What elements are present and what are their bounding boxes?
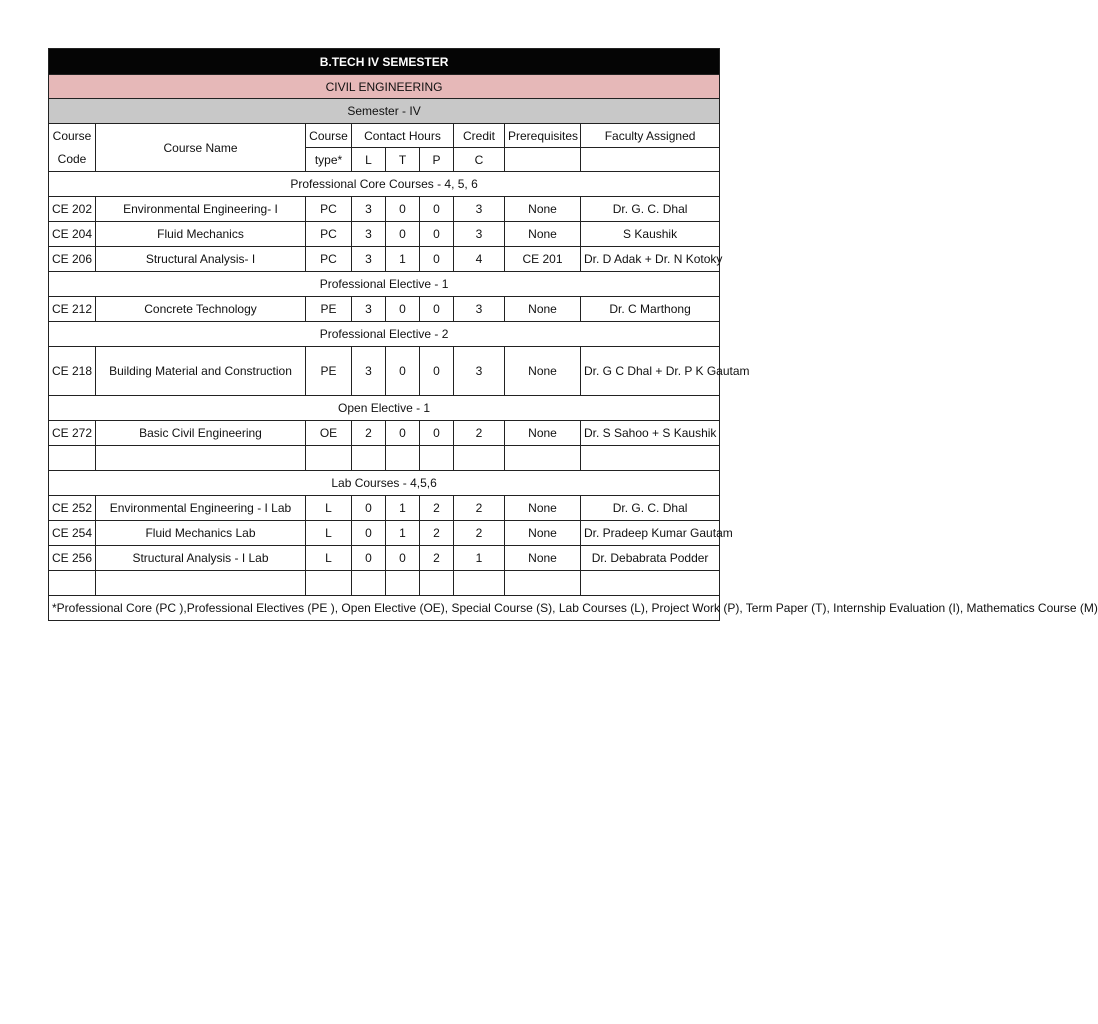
credit: 3	[454, 297, 505, 322]
hours-t: 0	[386, 222, 420, 247]
credit: 1	[454, 546, 505, 571]
blank-cell	[49, 446, 96, 471]
section-title: Lab Courses - 4,5,6	[49, 471, 720, 496]
hours-t: 0	[386, 546, 420, 571]
credit: 2	[454, 421, 505, 446]
faculty-assigned: Dr. Pradeep Kumar Gautam	[581, 521, 720, 546]
course-row	[49, 297, 720, 322]
blank-cell	[581, 571, 720, 596]
course-row	[49, 247, 720, 272]
course-row	[49, 197, 720, 222]
footnote-row	[49, 596, 720, 621]
faculty-assigned: Dr. S Sahoo + S Kaushik	[581, 421, 720, 446]
blank-cell	[386, 571, 420, 596]
hours-p: 2	[420, 521, 454, 546]
course-type: PC	[306, 247, 352, 272]
hours-l: 0	[352, 521, 386, 546]
course-name: Structural Analysis - I Lab	[96, 546, 306, 571]
hours-l: 2	[352, 421, 386, 446]
header-l: L	[352, 148, 386, 172]
course-code: CE 212	[49, 297, 96, 322]
faculty-assigned: Dr. D Adak + Dr. N Kotoky	[581, 247, 720, 272]
credit: 4	[454, 247, 505, 272]
course-table-sheet	[48, 48, 1098, 621]
prerequisite: None	[505, 521, 581, 546]
hours-t: 1	[386, 496, 420, 521]
course-row	[49, 421, 720, 446]
blank-cell	[49, 571, 96, 596]
hours-l: 3	[352, 222, 386, 247]
course-type: PC	[306, 197, 352, 222]
course-type: PC	[306, 222, 352, 247]
course-code: CE 204	[49, 222, 96, 247]
credit: 3	[454, 222, 505, 247]
course-type: PE	[306, 347, 352, 396]
hours-t: 0	[386, 421, 420, 446]
course-name: Concrete Technology	[96, 297, 306, 322]
header-course-type-1: Course	[306, 124, 352, 148]
blank-cell	[306, 571, 352, 596]
course-name: Fluid Mechanics	[96, 222, 306, 247]
prerequisite: None	[505, 347, 581, 396]
semester-title-banner: B.TECH IV SEMESTER	[49, 49, 720, 75]
hours-p: 0	[420, 247, 454, 272]
header-course-code-line1: Course	[52, 128, 92, 143]
header-faculty: Faculty Assigned	[581, 124, 720, 148]
blank-cell	[454, 571, 505, 596]
header-credit: Credit	[454, 124, 505, 148]
header-faculty-blank	[581, 148, 720, 172]
course-type: PE	[306, 297, 352, 322]
section-title: Professional Elective - 1	[49, 272, 720, 297]
department-banner: CIVIL ENGINEERING	[49, 75, 720, 99]
header-course-type-2: type*	[306, 148, 352, 172]
course-name: Environmental Engineering - I Lab	[96, 496, 306, 521]
hours-l: 3	[352, 197, 386, 222]
faculty-assigned: Dr. G. C. Dhal	[581, 496, 720, 521]
section-title: Professional Core Courses - 4, 5, 6	[49, 172, 720, 197]
course-row	[49, 347, 720, 396]
course-name: Basic Civil Engineering	[96, 421, 306, 446]
course-code: CE 218	[49, 347, 96, 396]
blank-cell	[454, 446, 505, 471]
header-t: T	[386, 148, 420, 172]
blank-row	[49, 446, 720, 471]
blank-cell	[505, 571, 581, 596]
blank-cell	[386, 446, 420, 471]
hours-t: 1	[386, 521, 420, 546]
hours-p: 0	[420, 347, 454, 396]
course-type: L	[306, 546, 352, 571]
hours-t: 1	[386, 247, 420, 272]
section-title: Open Elective - 1	[49, 396, 720, 421]
header-p: P	[420, 148, 454, 172]
course-name: Environmental Engineering- I	[96, 197, 306, 222]
credit: 2	[454, 496, 505, 521]
faculty-assigned: Dr. Debabrata Podder	[581, 546, 720, 571]
header-prereq-blank	[505, 148, 581, 172]
credit: 2	[454, 521, 505, 546]
section-header-row	[49, 396, 720, 421]
blank-cell	[306, 446, 352, 471]
credit: 3	[454, 197, 505, 222]
course-code: CE 252	[49, 496, 96, 521]
course-type: L	[306, 521, 352, 546]
blank-cell	[581, 446, 720, 471]
hours-p: 0	[420, 297, 454, 322]
course-row	[49, 222, 720, 247]
faculty-assigned: Dr. G. C. Dhal	[581, 197, 720, 222]
blank-cell	[352, 571, 386, 596]
faculty-assigned: S Kaushik	[581, 222, 720, 247]
semester-label-banner: Semester - IV	[49, 99, 720, 124]
blank-cell	[96, 446, 306, 471]
header-course-code-line2: Code	[57, 151, 87, 166]
section-header-row	[49, 322, 720, 347]
hours-l: 0	[352, 546, 386, 571]
course-row	[49, 521, 720, 546]
footnote: *Professional Core (PC ),Professional Electives (PE ), Open Elective (OE), Special Course (S), Lab Courses (L), Project Work (P), Term Paper (T), Internship Evaluation (I), Mathematics Course (M)	[49, 596, 720, 621]
blank-cell	[420, 446, 454, 471]
blank-cell	[352, 446, 386, 471]
course-code: CE 254	[49, 521, 96, 546]
section-title: Professional Elective - 2	[49, 322, 720, 347]
faculty-assigned: Dr. G C Dhal + Dr. P K Gautam	[581, 347, 720, 396]
prerequisite: None	[505, 546, 581, 571]
prerequisite: None	[505, 297, 581, 322]
blank-cell	[505, 446, 581, 471]
course-type: OE	[306, 421, 352, 446]
blank-cell	[420, 571, 454, 596]
prerequisite: None	[505, 496, 581, 521]
hours-l: 3	[352, 347, 386, 396]
hours-l: 3	[352, 297, 386, 322]
course-name: Fluid Mechanics Lab	[96, 521, 306, 546]
blank-row	[49, 571, 720, 596]
hours-p: 2	[420, 546, 454, 571]
hours-l: 3	[352, 247, 386, 272]
hours-p: 2	[420, 496, 454, 521]
course-row	[49, 496, 720, 521]
header-credit-c: C	[454, 148, 505, 172]
hours-p: 0	[420, 222, 454, 247]
course-code: CE 256	[49, 546, 96, 571]
credit: 3	[454, 347, 505, 396]
prerequisite: None	[505, 421, 581, 446]
blank-cell	[96, 571, 306, 596]
hours-t: 0	[386, 297, 420, 322]
prerequisite: None	[505, 222, 581, 247]
prerequisite: None	[505, 197, 581, 222]
course-type: L	[306, 496, 352, 521]
section-header-row	[49, 471, 720, 496]
course-code: CE 206	[49, 247, 96, 272]
header-course-name: Course Name	[96, 124, 306, 172]
course-row	[49, 546, 720, 571]
hours-p: 0	[420, 197, 454, 222]
section-header-row	[49, 272, 720, 297]
hours-l: 0	[352, 496, 386, 521]
prerequisite: CE 201	[505, 247, 581, 272]
header-course-code	[49, 124, 96, 172]
course-code: CE 202	[49, 197, 96, 222]
course-name: Building Material and Construction	[96, 347, 306, 396]
hours-p: 0	[420, 421, 454, 446]
course-code: CE 272	[49, 421, 96, 446]
hours-t: 0	[386, 347, 420, 396]
header-contact-hours: Contact Hours	[352, 124, 454, 148]
section-header-row	[49, 172, 720, 197]
course-table	[48, 48, 1098, 621]
course-name: Structural Analysis- I	[96, 247, 306, 272]
faculty-assigned: Dr. C Marthong	[581, 297, 720, 322]
hours-t: 0	[386, 197, 420, 222]
header-prerequisites: Prerequisites	[505, 124, 581, 148]
